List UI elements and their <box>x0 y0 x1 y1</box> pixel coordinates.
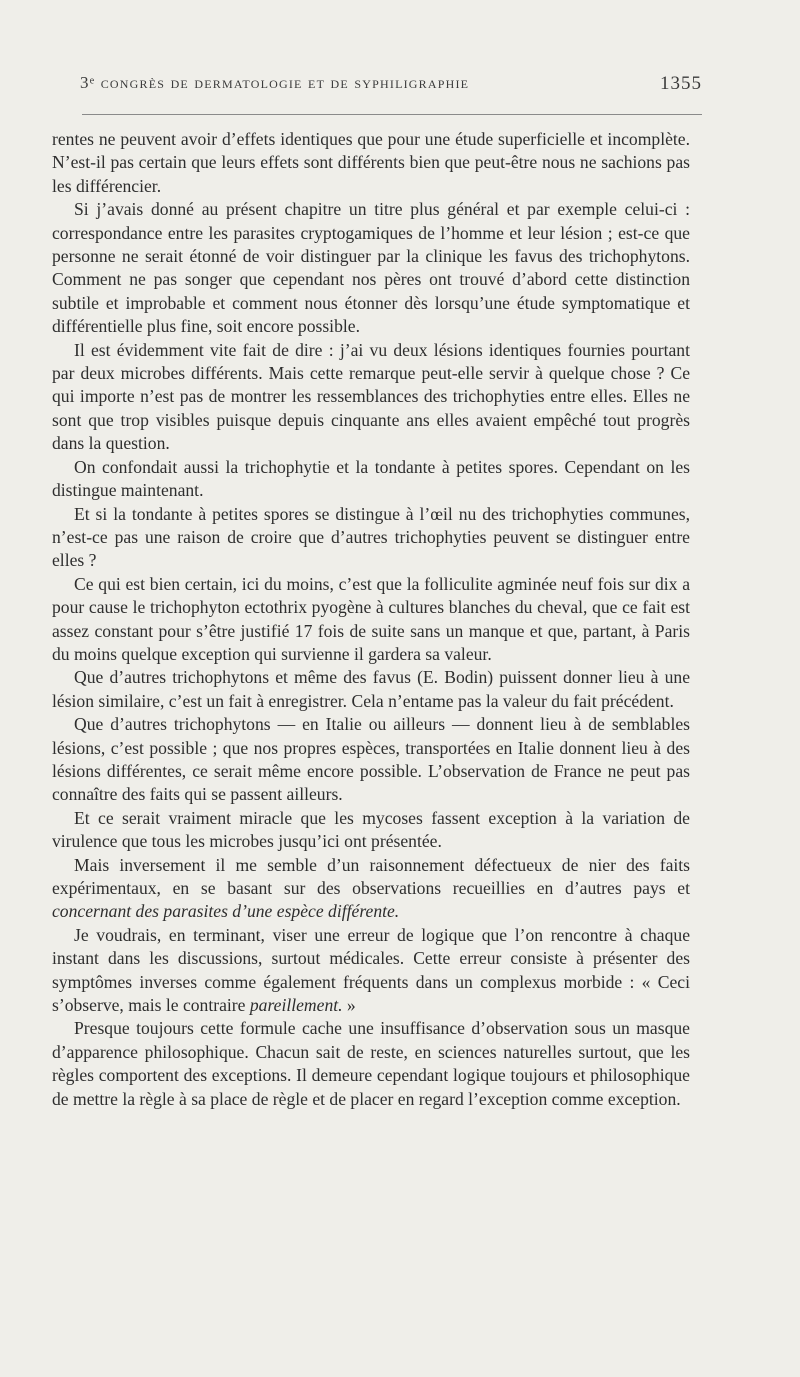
paragraph: Et si la tondante à petites spores se distingue à l’œil nu des trichophyties communes, n’est-ce pas une raison de croire que d’autres trichophyties peuvent se distinguer entre elles ? <box>52 503 690 571</box>
italic-phrase: pareillement. <box>249 995 343 1016</box>
paragraph: Je voudrais, en terminant, viser une erreur de logique que l’on rencontre à chaque instant dans les discussions, surtout médicales. Cette erreur consiste à présenter des symptômes inverses comme également fréquents dans un complexus morbide : « Ceci s’observe, mais le contraire pareillement. » <box>52 924 690 1016</box>
running-title: 3ᵉ congrès de dermatologie et de syphiligraphie <box>80 73 470 92</box>
paragraph: Il est évidemment vite fait de dire : j’ai vu deux lésions identiques fournies pourtant par deux microbes différents. Mais cette remarque peut-elle servir à quelque chose ? Ce qui importe n’est pas de montrer les ressemblances des trichophyties entre elles. Elles ne sont que trop visibles puisque depuis cinquante ans elles avaient empêché tout progrès dans la question. <box>52 339 690 454</box>
body-text <box>52 128 690 1111</box>
paragraph: Ce qui est bien certain, ici du moins, c’est que la folliculite agminée neuf fois sur dix a pour cause le trichophyton ectothrix pyogène à cultures blanches du cheval, que ce fait est assez constant pour s’être justifié 17 fois de suite sans un manque et que, partant, à Paris du moins quelque exception qui survienne il gardera sa valeur. <box>52 573 690 664</box>
paragraph: Presque toujours cette formule cache une insuffisance d’observation sous un masque d’apparence philosophique. Chacun sait de reste, en sciences naturelles surtout, que les règles comportent des exceptions. Il demeure cependant logique toujours et philosophique de mettre la règle à sa place de règle et de placer en regard l’exception comme exception. <box>52 1018 690 1109</box>
italic-phrase: concernant des parasites d’une espèce différente. <box>52 901 400 922</box>
paragraph: Si j’avais donné au présent chapitre un titre plus général et par exemple celui-ci : correspondance entre les parasites cryptogamiques de l’homme et leur lésion ; est-ce que personne ne serait étonné de voir distinguer par la clinique les favus des trichophytons. Comment ne pas songer que cependant nos pères ont trouvé d’abord cette distinction subtile et improbable et comment nous étonner dès lorsqu’une étude symptomatique et différentielle plus fine, soit encore possible. <box>52 199 690 337</box>
paragraph: On confondait aussi la trichophytie et la tondante à petites spores. Cependant on les distingue maintenant. <box>52 456 690 501</box>
header-rule <box>82 114 702 115</box>
page-header <box>80 73 702 99</box>
paragraph: Et ce serait vraiment miracle que les mycoses fassent exception à la variation de virulence que tous les microbes jusqu’ici ont présentée. <box>52 807 690 852</box>
paragraph: Que d’autres trichophytons — en Italie ou ailleurs — donnent lieu à de semblables lésions, c’est possible ; que nos propres espèces, transportées en Italie donnent lieu à des lésions différentes, ce serait même encore possible. L’observation de France ne peut pas connaître des faits qui se passent ailleurs. <box>52 714 690 805</box>
paragraph: Que d’autres trichophytons et même des favus (E. Bodin) puissent donner lieu à une lésion similaire, c’est un fait à enregistrer. Cela n’entame pas la valeur du fait précédent. <box>52 667 690 711</box>
page-number: 1355 <box>660 73 702 94</box>
paragraph: rentes ne peuvent avoir d’effets identiques que pour une étude superficielle et incomplète. N’est-il pas certain que leurs effets sont différents bien que peut-être nous ne sachions pas les différencier. <box>52 129 690 196</box>
paragraph: Mais inversement il me semble d’un raisonnement défectueux de nier des faits expérimentaux, en se basant sur des observations recueillies en d’autres pays et concernant des parasites d’une espèce différente. <box>52 854 690 922</box>
